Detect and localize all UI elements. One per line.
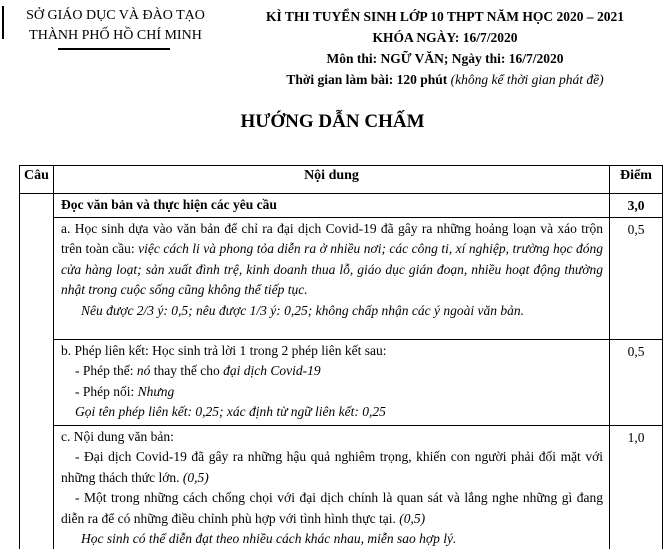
answer-b-scoring-note: Gọi tên phép liên kết: 0,25; xác định từ ngữ liên kết: 0,25 xyxy=(75,404,386,420)
exam-subject-line: Môn thi: NGỮ VĂN; Ngày thi: 16/7/2020 xyxy=(326,51,564,66)
answer-b-line-3: - Phép nối: Nhưng xyxy=(75,383,175,399)
department-line-1: SỞ GIÁO DỤC VÀ ĐÀO TẠO xyxy=(26,8,205,23)
exam-duration-line: Thời gian làm bài: 120 phút (không kể thời gian phát đề) xyxy=(286,72,604,87)
column-header-diem: Điểm xyxy=(610,166,663,194)
question-number-cell xyxy=(20,194,54,549)
page-edge-artifact xyxy=(2,6,4,39)
table-header-row xyxy=(20,166,663,194)
section-title: Đọc văn bản và thực hiện các yêu cầu xyxy=(54,194,610,218)
answer-c-paragraph-2: - Một trong những cách chống chọi với đại dịch chính là quan sát và lắng nghe những gì đang diễn ra để có những điều chỉnh phù hợp với tình hình thực tại. (0,5) xyxy=(61,490,603,526)
answer-a-paragraph: a. Học sinh dựa vào văn bản để chỉ ra đại dịch Covid-19 đã gây ra những hoảng loạn và xáo trộn trên toàn cầu: việc cách li và phong tỏa diễn ra ở nhiều nơi; các công ti, xí nghiệp, trường học đóng cửa hàng loạt; sản xuất đình trệ, kinh doanh thua lỗ, giáo dục gián đoạn, nhiều hoạt động thường nhật trong cuộc sống cũng không thể tiếp tục. xyxy=(61,221,603,298)
answer-c-score: 1,0 xyxy=(610,426,663,549)
column-header-cau: Câu xyxy=(20,166,54,194)
answer-c-paragraph-1: - Đại dịch Covid-19 đã gây ra những hậu quả nghiêm trọng, khiến con người phải đối mặt với những thách thức lớn. (0,5) xyxy=(61,449,603,485)
answer-a-score: 0,5 xyxy=(610,218,663,340)
answer-b-score: 0,5 xyxy=(610,340,663,426)
answer-b-content xyxy=(54,340,610,426)
department-line-2: THÀNH PHỐ HỒ CHÍ MINH xyxy=(29,28,202,43)
department-underline xyxy=(58,48,170,50)
answer-row-b xyxy=(20,340,663,426)
grading-guide-table xyxy=(19,165,663,549)
answer-c-content xyxy=(54,426,610,549)
section-row xyxy=(20,194,663,218)
answer-c-line-1: c. Nội dung văn bản: xyxy=(61,429,174,444)
answer-b-line-2: - Phép thế: nó thay thế cho đại dịch Covid-19 xyxy=(75,363,321,379)
answer-c-scoring-note: Học sinh có thể diễn đạt theo nhiều cách khác nhau, miễn sao hợp lý. xyxy=(81,531,457,547)
section-score: 3,0 xyxy=(610,194,663,218)
answer-row-a xyxy=(20,218,663,340)
column-header-noidung: Nội dung xyxy=(54,166,610,194)
answer-a-scoring-note: Nêu được 2/3 ý: 0,5; nêu được 1/3 ý: 0,25; không chấp nhận các ý ngoài văn bản. xyxy=(81,302,525,318)
page-title: HƯỚNG DẪN CHẤM xyxy=(240,111,425,132)
exam-title-line: KÌ THI TUYỂN SINH LỚP 10 THPT NĂM HỌC 2020 – 2021 xyxy=(266,9,624,24)
exam-header xyxy=(225,6,665,90)
answer-a-content xyxy=(54,218,610,340)
exam-date-line: KHÓA NGÀY: 16/7/2020 xyxy=(372,30,518,45)
answer-row-c xyxy=(20,426,663,549)
answer-b-line-1: b. Phép liên kết: Học sinh trả lời 1 trong 2 phép liên kết sau: xyxy=(61,343,387,358)
issuing-department xyxy=(8,6,223,46)
